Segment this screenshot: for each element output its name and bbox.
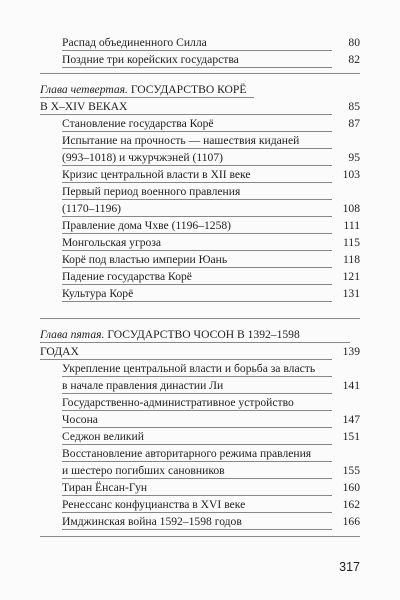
toc-entry-page: 147 [342, 413, 360, 426]
toc-leader-line [62, 529, 332, 530]
toc-entry-title-line1: Первый период военного правления [62, 185, 241, 198]
toc-entry-title: Распад объединенного Силла [62, 36, 207, 49]
toc-entry-title: Тиран Ёнсан-Гун [62, 481, 148, 494]
section-divider [40, 73, 360, 74]
toc-entry-underline [62, 376, 332, 377]
toc-leader-line [40, 359, 332, 360]
toc-entry-page: 95 [348, 151, 360, 164]
toc-entry-title: Поздние три корейских государства [62, 53, 239, 66]
toc-leader-line [62, 233, 332, 234]
toc-entry-page: 87 [348, 117, 360, 130]
toc-leader-line [62, 444, 332, 445]
toc-leader-line [62, 165, 332, 166]
toc-entry-title: Культура Корё [62, 287, 134, 300]
toc-entry-page: 166 [342, 515, 360, 528]
toc-leader-line [62, 512, 332, 513]
toc-entry-title-line1: Государственно-административное устройство [62, 396, 294, 409]
toc-entry-page: 121 [342, 270, 360, 283]
chapter-title-line1: ГОСУДАРСТВО ЧОСОН В 1392–1598 [107, 328, 300, 341]
toc-leader-line [62, 131, 332, 132]
section-divider [40, 318, 360, 319]
toc-entry-page: 80 [348, 36, 360, 49]
chapter-label: Глава четвертая. [40, 83, 128, 96]
toc-entry-page: 141 [342, 379, 360, 392]
toc-leader-line [62, 478, 332, 479]
section-divider [40, 536, 360, 537]
toc-entry-title: Ренессанс конфуцианства в XVI веке [62, 498, 246, 511]
toc-leader-line [62, 250, 332, 251]
toc-entry-page: 118 [343, 253, 360, 266]
chapter-title-line2: В X–XIV ВЕКАХ [40, 100, 128, 113]
toc-entry-title: Монгольская угроза [62, 236, 162, 249]
chapter-underline [40, 342, 350, 343]
toc-leader-line [62, 216, 332, 217]
toc-entry-page: 151 [342, 430, 360, 443]
toc-entry-page: 108 [342, 202, 360, 215]
toc-entry-page: 111 [343, 219, 360, 232]
toc-entry-page: 131 [342, 287, 360, 300]
toc-leader-line [62, 495, 332, 496]
toc-leader-line [62, 301, 332, 302]
toc-entry-title-line1: Восстановление авторитарного режима правления [62, 447, 312, 460]
toc-entry-underline [62, 410, 332, 411]
toc-entry-page: 82 [348, 53, 360, 66]
toc-entry-title: Становление государства Корё [62, 117, 214, 130]
chapter-page: 139 [342, 345, 360, 358]
page-number: 317 [339, 560, 360, 574]
toc-leader-line [62, 67, 332, 68]
toc-entry-title: Корё под властью империи Юань [62, 253, 228, 266]
toc-leader-line [62, 393, 332, 394]
toc-entry-title-line1: Испытание на прочность — нашествия киданей [62, 134, 300, 147]
toc-entry-title: Падение государства Корё [62, 270, 192, 283]
toc-entry-title-line2: (993–1018) и чжурчжэней (1107) [62, 151, 223, 164]
toc-entry-title: Седжон великий [62, 430, 144, 443]
toc-entry-underline [62, 461, 332, 462]
chapter-underline [40, 97, 254, 98]
toc-leader-line [62, 284, 332, 285]
toc-leader-line [62, 267, 332, 268]
toc-entry-title-line1: Укрепление центральной власти и борьба за власть [62, 362, 316, 375]
toc-leader-line [40, 114, 332, 115]
toc-entry-title: Имджинская война 1592–1598 годов [62, 515, 242, 528]
chapter-title-line1: ГОСУДАРСТВО КОРЁ [130, 83, 247, 96]
toc-entry-page: 162 [342, 498, 360, 511]
chapter-page: 85 [348, 100, 360, 113]
toc-leader-line [62, 50, 332, 51]
toc-leader-line [62, 427, 332, 428]
toc-entry-page: 103 [342, 168, 360, 181]
chapter-label: Глава пятая. [40, 328, 105, 341]
chapter-title-line2: ГОДАХ [40, 345, 79, 358]
toc-entry-title-line2: и шестеро погибших сановников [62, 464, 225, 477]
toc-entry-title: Кризис центральной власти в XII веке [62, 168, 251, 181]
toc-entry-page: 155 [342, 464, 360, 477]
chapter-heading [40, 327, 300, 343]
toc-entry-title: Правление дома Чхве (1196–1258) [62, 219, 232, 232]
toc-entry-title-line2: в начале правления династии Ли [62, 379, 224, 392]
toc-entry-page: 160 [342, 481, 360, 494]
toc-leader-line [62, 182, 332, 183]
chapter-heading [40, 82, 246, 98]
toc-entry-page: 115 [343, 236, 360, 249]
toc-entry-title-line2: (1170–1196) [62, 202, 122, 215]
toc-entry-title-line2: Чосона [62, 413, 98, 426]
toc-entry-underline [62, 199, 332, 200]
toc-entry-underline [62, 148, 332, 149]
